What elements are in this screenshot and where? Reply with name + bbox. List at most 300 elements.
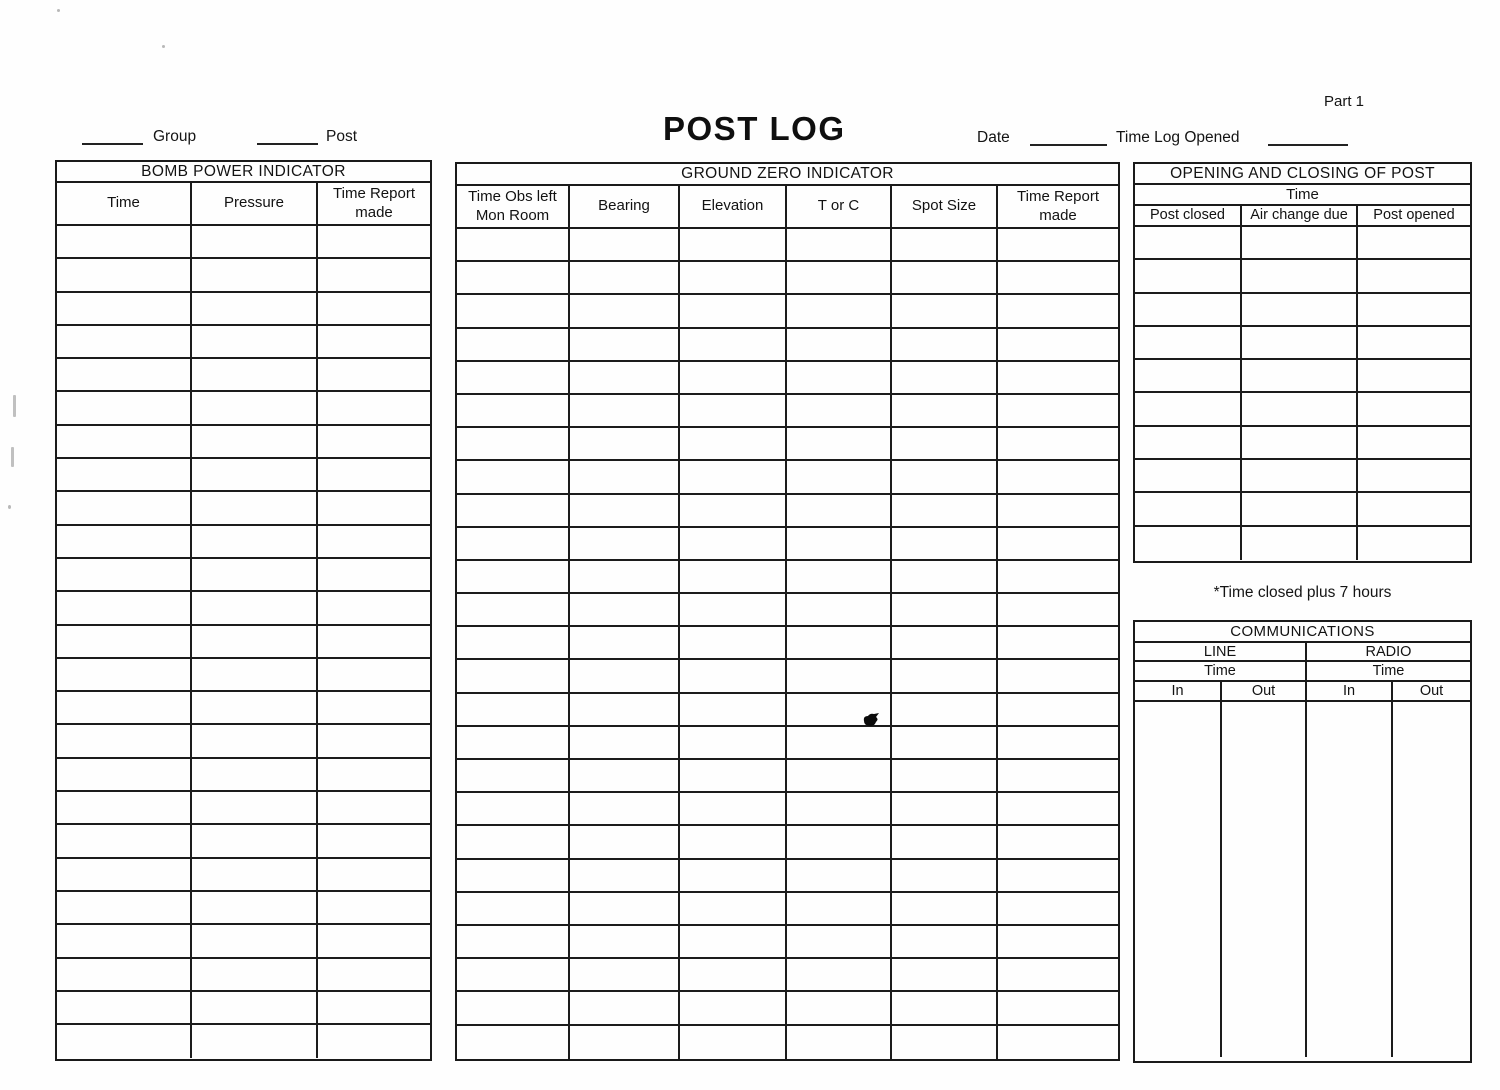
empty-cell — [457, 893, 570, 926]
empty-cell — [192, 825, 318, 858]
empty-cell — [1242, 360, 1358, 393]
empty-cell — [1242, 460, 1358, 493]
empty-cell — [998, 1026, 1118, 1059]
empty-cell — [570, 528, 680, 561]
empty-cell — [787, 395, 892, 428]
empty-cell — [1242, 527, 1358, 560]
empty-cell — [318, 626, 430, 659]
empty-cell — [57, 592, 192, 625]
empty-cell — [57, 359, 192, 392]
empty-cell — [998, 428, 1118, 461]
empty-cell — [998, 495, 1118, 528]
empty-cell — [457, 262, 570, 295]
empty-cell — [57, 659, 192, 692]
date-blank-line — [1030, 144, 1107, 146]
empty-cell — [680, 395, 787, 428]
empty-cell — [57, 992, 192, 1025]
empty-cell — [892, 329, 998, 362]
empty-cell — [892, 793, 998, 826]
empty-cell — [192, 892, 318, 925]
empty-cell — [892, 295, 998, 328]
column-header-time-report-made: Time Report made — [333, 184, 415, 221]
empty-cell — [570, 959, 680, 992]
empty-cell — [1358, 294, 1470, 327]
empty-cell — [1135, 227, 1242, 260]
empty-cell — [457, 461, 570, 494]
empty-cell — [892, 627, 998, 660]
empty-cell — [457, 694, 570, 727]
empty-cell — [318, 592, 430, 625]
communications-table-title: COMMUNICATIONS — [1135, 622, 1470, 643]
empty-cell — [318, 526, 430, 559]
empty-cell — [998, 362, 1118, 395]
empty-cell — [787, 594, 892, 627]
empty-cell — [318, 259, 430, 292]
ground-zero-header-row — [457, 186, 1118, 229]
communications-group-row — [1135, 643, 1470, 662]
bomb-power-indicator-table — [55, 160, 432, 1061]
empty-cell — [787, 229, 892, 262]
empty-cell — [192, 326, 318, 359]
empty-cell — [787, 660, 892, 693]
empty-cell — [998, 461, 1118, 494]
empty-cell — [192, 759, 318, 792]
empty-cell — [57, 959, 192, 992]
empty-cell — [192, 226, 318, 259]
empty-cell — [680, 461, 787, 494]
empty-cell — [570, 362, 680, 395]
ink-blot — [861, 711, 884, 735]
empty-cell — [787, 362, 892, 395]
empty-cell — [892, 826, 998, 859]
empty-cell — [892, 1026, 998, 1059]
empty-cell — [57, 526, 192, 559]
empty-cell — [192, 959, 318, 992]
empty-cell — [457, 660, 570, 693]
empty-cell — [680, 495, 787, 528]
column-header-time-obs-left-mon-room: Time Obs left Mon Room — [457, 186, 570, 227]
empty-cell — [457, 528, 570, 561]
empty-cell — [192, 1025, 318, 1058]
empty-cell — [318, 426, 430, 459]
empty-cell — [1358, 360, 1470, 393]
empty-cell — [192, 626, 318, 659]
column-header-radio-out: Out — [1419, 683, 1444, 699]
empty-cell — [57, 692, 192, 725]
empty-cell — [57, 426, 192, 459]
empty-cell — [998, 926, 1118, 959]
empty-cell — [892, 362, 998, 395]
empty-cell — [318, 226, 430, 259]
empty-cell — [192, 426, 318, 459]
empty-cell — [892, 893, 998, 926]
empty-cell — [192, 592, 318, 625]
empty-cell — [892, 992, 998, 1025]
empty-cell — [892, 959, 998, 992]
empty-cell — [998, 959, 1118, 992]
group-label: Group — [153, 128, 197, 145]
empty-cell — [998, 893, 1118, 926]
empty-cell — [318, 992, 430, 1025]
empty-cell — [892, 694, 998, 727]
empty-cell — [318, 293, 430, 326]
empty-cell — [1242, 327, 1358, 360]
empty-cell — [1242, 227, 1358, 260]
empty-cell — [570, 760, 680, 793]
empty-cell — [192, 659, 318, 692]
empty-cell — [998, 627, 1118, 660]
column-header-air-change-due: Air change due — [1242, 206, 1358, 225]
empty-cell — [1358, 327, 1470, 360]
empty-cell — [1135, 260, 1242, 293]
empty-cell — [680, 660, 787, 693]
empty-cell — [892, 561, 998, 594]
empty-cell — [57, 492, 192, 525]
empty-cell — [998, 860, 1118, 893]
empty-cell — [680, 793, 787, 826]
empty-cell — [1358, 427, 1470, 460]
column-header-radio-in: In — [1307, 682, 1393, 700]
empty-cell — [192, 459, 318, 492]
empty-cell — [680, 893, 787, 926]
post-label: Post — [326, 128, 358, 145]
communications-inout-row — [1135, 682, 1470, 702]
empty-cell — [787, 495, 892, 528]
empty-cell — [192, 259, 318, 292]
column-header-elevation: Elevation — [680, 186, 787, 227]
empty-cell — [787, 329, 892, 362]
empty-cell — [1393, 702, 1470, 1057]
empty-cell — [57, 626, 192, 659]
empty-cell — [1135, 327, 1242, 360]
scan-artifact — [162, 45, 165, 48]
empty-cell — [1135, 527, 1242, 560]
empty-cell — [998, 561, 1118, 594]
empty-cell — [787, 760, 892, 793]
opening-closing-post-table — [1133, 162, 1472, 563]
empty-cell — [570, 660, 680, 693]
empty-cell — [787, 959, 892, 992]
empty-cell — [57, 859, 192, 892]
empty-cell — [680, 528, 787, 561]
empty-cell — [570, 826, 680, 859]
column-header-time: Time — [57, 183, 192, 224]
empty-cell — [192, 925, 318, 958]
bomb-power-table-title: BOMB POWER INDICATOR — [57, 162, 430, 183]
date-label: Date — [977, 129, 1010, 146]
ground-zero-indicator-table — [455, 162, 1120, 1061]
empty-cell — [892, 528, 998, 561]
time-header-line: Time — [1135, 662, 1307, 680]
empty-cell — [787, 860, 892, 893]
empty-cell — [1135, 427, 1242, 460]
empty-cell — [1242, 393, 1358, 426]
ground-zero-table-title: GROUND ZERO INDICATOR — [457, 164, 1118, 186]
empty-cell — [570, 461, 680, 494]
empty-cell — [787, 926, 892, 959]
empty-cell — [1135, 393, 1242, 426]
empty-cell — [457, 860, 570, 893]
empty-cell — [680, 362, 787, 395]
column-header-t-or-c: T or C — [787, 186, 892, 227]
empty-cell — [192, 359, 318, 392]
empty-cell — [787, 295, 892, 328]
empty-cell — [570, 495, 680, 528]
empty-cell — [1242, 493, 1358, 526]
empty-cell — [57, 1025, 192, 1058]
empty-cell — [192, 692, 318, 725]
empty-cell — [787, 893, 892, 926]
opening-closing-body — [1135, 227, 1470, 560]
empty-cell — [998, 528, 1118, 561]
empty-cell — [570, 926, 680, 959]
empty-cell — [892, 495, 998, 528]
empty-cell — [570, 627, 680, 660]
opening-closing-time-header: Time — [1135, 185, 1470, 206]
empty-cell — [57, 825, 192, 858]
empty-cell — [457, 329, 570, 362]
empty-cell — [192, 559, 318, 592]
empty-cell — [192, 725, 318, 758]
empty-cell — [192, 492, 318, 525]
scan-artifact — [11, 447, 14, 467]
empty-cell — [457, 727, 570, 760]
empty-cell — [457, 992, 570, 1025]
empty-cell — [457, 793, 570, 826]
empty-cell — [787, 627, 892, 660]
empty-cell — [457, 395, 570, 428]
empty-cell — [457, 561, 570, 594]
empty-cell — [57, 792, 192, 825]
communications-time-row — [1135, 662, 1470, 682]
empty-cell — [318, 859, 430, 892]
empty-cell — [1135, 702, 1222, 1057]
empty-cell — [570, 793, 680, 826]
empty-cell — [892, 428, 998, 461]
empty-cell — [457, 428, 570, 461]
empty-cell — [570, 727, 680, 760]
column-header-bearing: Bearing — [570, 186, 680, 227]
empty-cell — [680, 760, 787, 793]
empty-cell — [192, 526, 318, 559]
empty-cell — [1307, 702, 1393, 1057]
empty-cell — [1135, 460, 1242, 493]
empty-cell — [892, 395, 998, 428]
empty-cell — [787, 1026, 892, 1059]
empty-cell — [998, 229, 1118, 262]
empty-cell — [1135, 360, 1242, 393]
empty-cell — [570, 860, 680, 893]
empty-cell — [318, 725, 430, 758]
empty-cell — [570, 262, 680, 295]
part-label: Part 1 — [1324, 93, 1365, 110]
empty-cell — [892, 727, 998, 760]
empty-cell — [457, 1026, 570, 1059]
empty-cell — [318, 392, 430, 425]
empty-cell — [680, 295, 787, 328]
empty-cell — [787, 528, 892, 561]
empty-cell — [998, 826, 1118, 859]
empty-cell — [457, 926, 570, 959]
empty-cell — [57, 559, 192, 592]
empty-cell — [680, 860, 787, 893]
empty-cell — [457, 362, 570, 395]
empty-cell — [192, 792, 318, 825]
empty-cell — [57, 759, 192, 792]
empty-cell — [318, 692, 430, 725]
empty-cell — [192, 293, 318, 326]
empty-cell — [680, 992, 787, 1025]
empty-cell — [680, 329, 787, 362]
empty-cell — [787, 262, 892, 295]
empty-cell — [892, 262, 998, 295]
empty-cell — [680, 694, 787, 727]
empty-cell — [1242, 260, 1358, 293]
empty-cell — [318, 759, 430, 792]
empty-cell — [1135, 493, 1242, 526]
time-closed-footnote: *Time closed plus 7 hours — [1213, 584, 1392, 601]
empty-cell — [1358, 260, 1470, 293]
empty-cell — [1242, 294, 1358, 327]
column-header-line-out: Out — [1222, 682, 1307, 700]
communications-table — [1133, 620, 1472, 1063]
empty-cell — [680, 561, 787, 594]
empty-cell — [457, 826, 570, 859]
column-header-time-report-made: Time Report made — [1017, 187, 1099, 224]
page-title: POST LOG — [663, 110, 846, 147]
empty-cell — [318, 925, 430, 958]
empty-cell — [998, 594, 1118, 627]
empty-cell — [892, 860, 998, 893]
group-header-line: LINE — [1135, 643, 1307, 661]
scan-artifact — [57, 9, 60, 12]
empty-cell — [680, 594, 787, 627]
empty-cell — [192, 992, 318, 1025]
time-log-opened-label: Time Log Opened — [1116, 129, 1240, 146]
empty-cell — [570, 694, 680, 727]
empty-cell — [457, 295, 570, 328]
empty-cell — [680, 627, 787, 660]
opening-closing-header-row — [1135, 206, 1470, 227]
empty-cell — [57, 459, 192, 492]
scan-artifact — [8, 505, 11, 509]
empty-cell — [570, 428, 680, 461]
empty-cell — [318, 326, 430, 359]
empty-cell — [998, 760, 1118, 793]
ground-zero-body — [457, 229, 1118, 1059]
empty-cell — [457, 594, 570, 627]
empty-cell — [457, 760, 570, 793]
empty-cell — [998, 793, 1118, 826]
opening-closing-table-title: OPENING AND CLOSING OF POST — [1135, 164, 1470, 185]
empty-cell — [1358, 527, 1470, 560]
empty-cell — [57, 226, 192, 259]
empty-cell — [787, 461, 892, 494]
empty-cell — [457, 495, 570, 528]
empty-cell — [318, 792, 430, 825]
empty-cell — [1358, 227, 1470, 260]
empty-cell — [318, 659, 430, 692]
empty-cell — [318, 492, 430, 525]
empty-cell — [680, 826, 787, 859]
empty-cell — [680, 926, 787, 959]
bomb-power-body — [57, 226, 430, 1058]
column-header-line-in: In — [1135, 682, 1222, 700]
empty-cell — [892, 461, 998, 494]
empty-cell — [787, 561, 892, 594]
group-blank-line — [82, 143, 143, 145]
empty-cell — [457, 959, 570, 992]
column-header-spot-size: Spot Size — [892, 186, 998, 227]
column-header-post-closed: Post closed — [1135, 206, 1242, 225]
empty-cell — [57, 293, 192, 326]
empty-cell — [1222, 702, 1307, 1057]
empty-cell — [57, 259, 192, 292]
empty-cell — [998, 329, 1118, 362]
empty-cell — [892, 229, 998, 262]
empty-cell — [570, 329, 680, 362]
communications-body — [1135, 702, 1470, 1057]
empty-cell — [1358, 460, 1470, 493]
empty-cell — [570, 992, 680, 1025]
empty-cell — [570, 893, 680, 926]
empty-cell — [680, 959, 787, 992]
empty-cell — [192, 392, 318, 425]
empty-cell — [318, 959, 430, 992]
empty-cell — [318, 459, 430, 492]
empty-cell — [192, 859, 318, 892]
empty-cell — [998, 727, 1118, 760]
empty-cell — [680, 1026, 787, 1059]
empty-cell — [680, 229, 787, 262]
empty-cell — [318, 559, 430, 592]
time-header-radio: Time — [1372, 663, 1405, 679]
empty-cell — [318, 1025, 430, 1058]
empty-cell — [318, 359, 430, 392]
empty-cell — [457, 229, 570, 262]
empty-cell — [787, 793, 892, 826]
empty-cell — [892, 594, 998, 627]
empty-cell — [998, 295, 1118, 328]
empty-cell — [57, 925, 192, 958]
empty-cell — [57, 725, 192, 758]
empty-cell — [1135, 294, 1242, 327]
empty-cell — [892, 926, 998, 959]
empty-cell — [457, 627, 570, 660]
empty-cell — [570, 561, 680, 594]
column-header-pressure: Pressure — [192, 183, 318, 224]
empty-cell — [680, 727, 787, 760]
empty-cell — [57, 326, 192, 359]
empty-cell — [998, 262, 1118, 295]
empty-cell — [680, 428, 787, 461]
empty-cell — [998, 992, 1118, 1025]
empty-cell — [787, 428, 892, 461]
empty-cell — [998, 694, 1118, 727]
empty-cell — [57, 892, 192, 925]
empty-cell — [998, 660, 1118, 693]
empty-cell — [570, 594, 680, 627]
scan-artifact — [13, 395, 16, 417]
bomb-power-header-row — [57, 183, 430, 226]
empty-cell — [998, 395, 1118, 428]
time-log-opened-blank-line — [1268, 144, 1348, 146]
empty-cell — [570, 229, 680, 262]
empty-cell — [892, 660, 998, 693]
empty-cell — [1358, 493, 1470, 526]
empty-cell — [1358, 393, 1470, 426]
empty-cell — [318, 825, 430, 858]
